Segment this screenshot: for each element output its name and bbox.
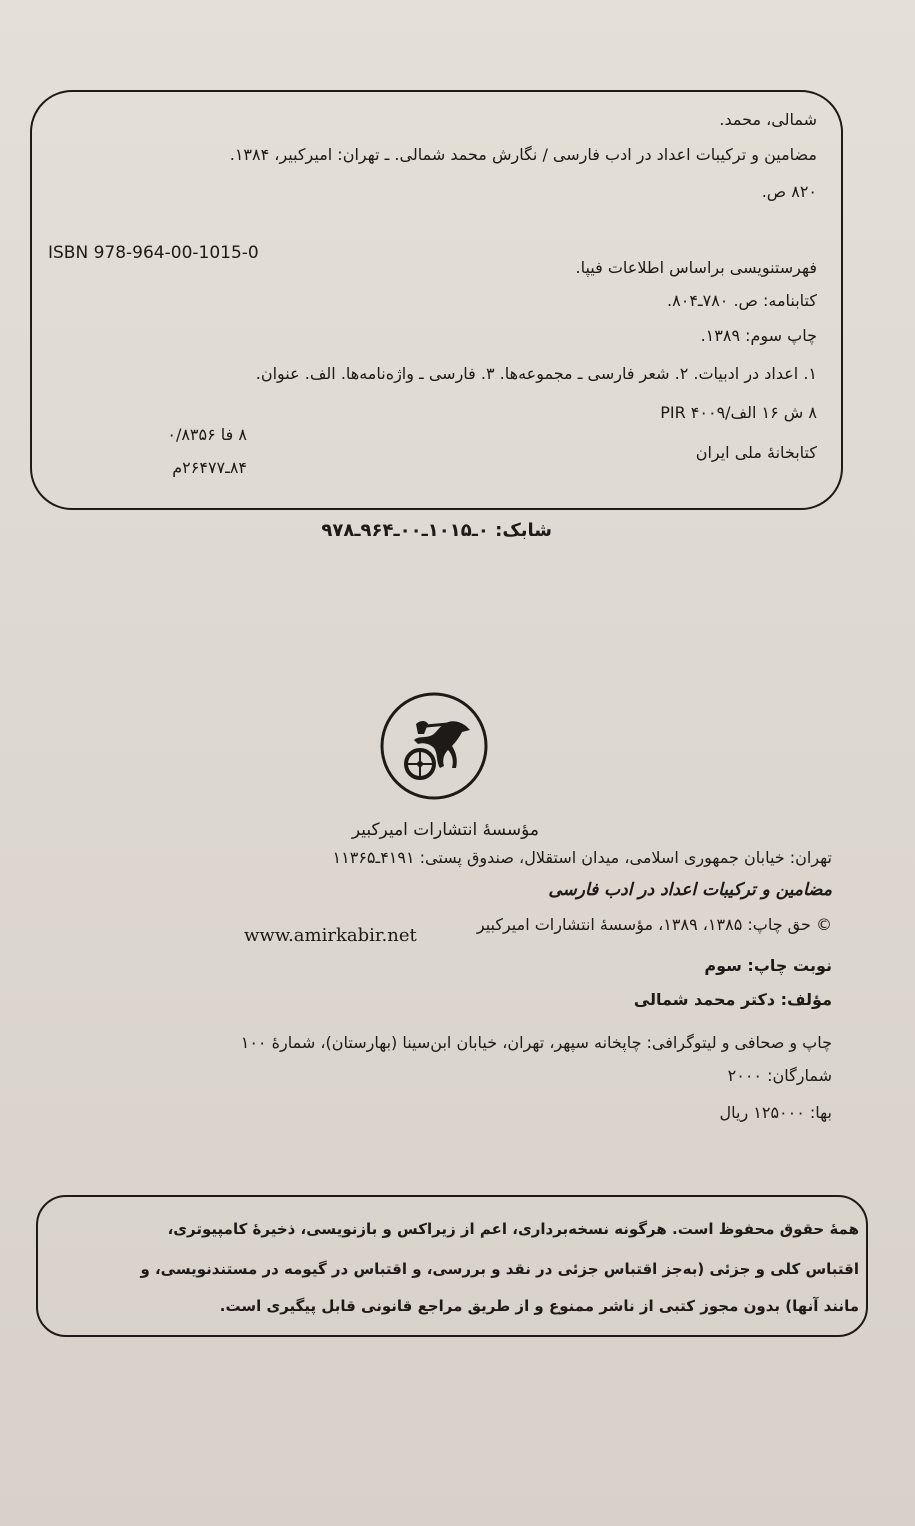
chariot-horse-logo-icon	[378, 690, 490, 802]
printing-line: چاپ و صحافی و لیتوگرافی: چاپخانه سپهر، تهران، خیابان ابن‌سینا (بهارستان)، شمارهٔ ۱۰۰	[240, 1033, 832, 1052]
catalog-isbn: ISBN 978-964-00-1015-0	[48, 243, 259, 263]
catalog-dewey: ۸ فا ۰/۸۳۵۶	[167, 425, 247, 444]
publisher-address: تهران: خیابان جمهوری اسلامی، میدان استقلال، صندوق پستی: ۴۱۹۱ـ۱۱۳۶۵	[332, 848, 832, 867]
copyright-line: © حق چاپ: ۱۳۸۵، ۱۳۸۹، مؤسسهٔ انتشارات امیرکبیر	[476, 915, 832, 934]
catalog-national-number: ۸۴ـ۲۶۴۷۷م	[172, 458, 247, 477]
shabak-line: شابک: ۰ـ۱۰۱۵ـ۰۰ـ۹۶۴ـ۹۷۸	[321, 520, 552, 541]
publisher-name: مؤسسهٔ انتشارات امیرکبیر	[351, 820, 539, 840]
catalog-national-library: کتابخانهٔ ملی ایران	[695, 443, 817, 462]
catalog-fipa: فهرستنویسی براساس اطلاعات فیپا.	[575, 258, 817, 277]
catalog-subjects: ۱. اعداد در ادبیات. ۲. شعر فارسی ـ مجموعه‌ها. ۳. فارسی ـ واژه‌نامه‌ها. الف. عنوان.	[255, 364, 817, 383]
catalog-author: شمالی، محمد.	[719, 110, 817, 129]
catalog-pages: ۸۲۰ ص.	[761, 182, 817, 201]
book-title: مضامین و ترکیبات اعداد در ادب فارسی	[548, 880, 832, 900]
catalog-title-line: مضامین و ترکیبات اعداد در ادب فارسی / نگارش محمد شمالی. ـ تهران: امیرکبیر، ۱۳۸۴.	[229, 145, 817, 164]
price-line: بها: ۱۲۵۰۰۰ ریال	[719, 1103, 832, 1122]
print-run: نوبت چاپ: سوم	[704, 956, 832, 975]
publisher-website-link[interactable]: www.amirkabir.net	[244, 925, 417, 946]
catalog-bibliography: کتابنامه: ص. ۷۸۰ـ۸۰۴.	[667, 291, 817, 310]
catalog-edition: چاپ سوم: ۱۳۸۹.	[700, 326, 817, 345]
rights-line-3: مانند آنها) بدون مجوز کتبی از ناشر ممنوع و از طریق مراجع قانونی قابل پیگیری است.	[219, 1297, 859, 1315]
author-line: مؤلف: دکتر محمد شمالی	[633, 990, 832, 1009]
rights-line-1: همهٔ حقوق محفوظ است. هرگونه نسخه‌برداری، اعم از زیراکس و بازنویسی، ذخیرهٔ کامپیوتری،	[167, 1220, 859, 1238]
rights-line-2: اقتباس کلی و جزئی (به‌جز اقتباس جزئی در نقد و بررسی، و اقتباس در گیومه در مستندنویسی، و	[140, 1260, 859, 1278]
catalog-lc-class: ۸ ش ۱۶ الف/۴۰۰۹ PIR	[660, 403, 817, 422]
circulation-line: شمارگان: ۲۰۰۰	[727, 1066, 832, 1085]
